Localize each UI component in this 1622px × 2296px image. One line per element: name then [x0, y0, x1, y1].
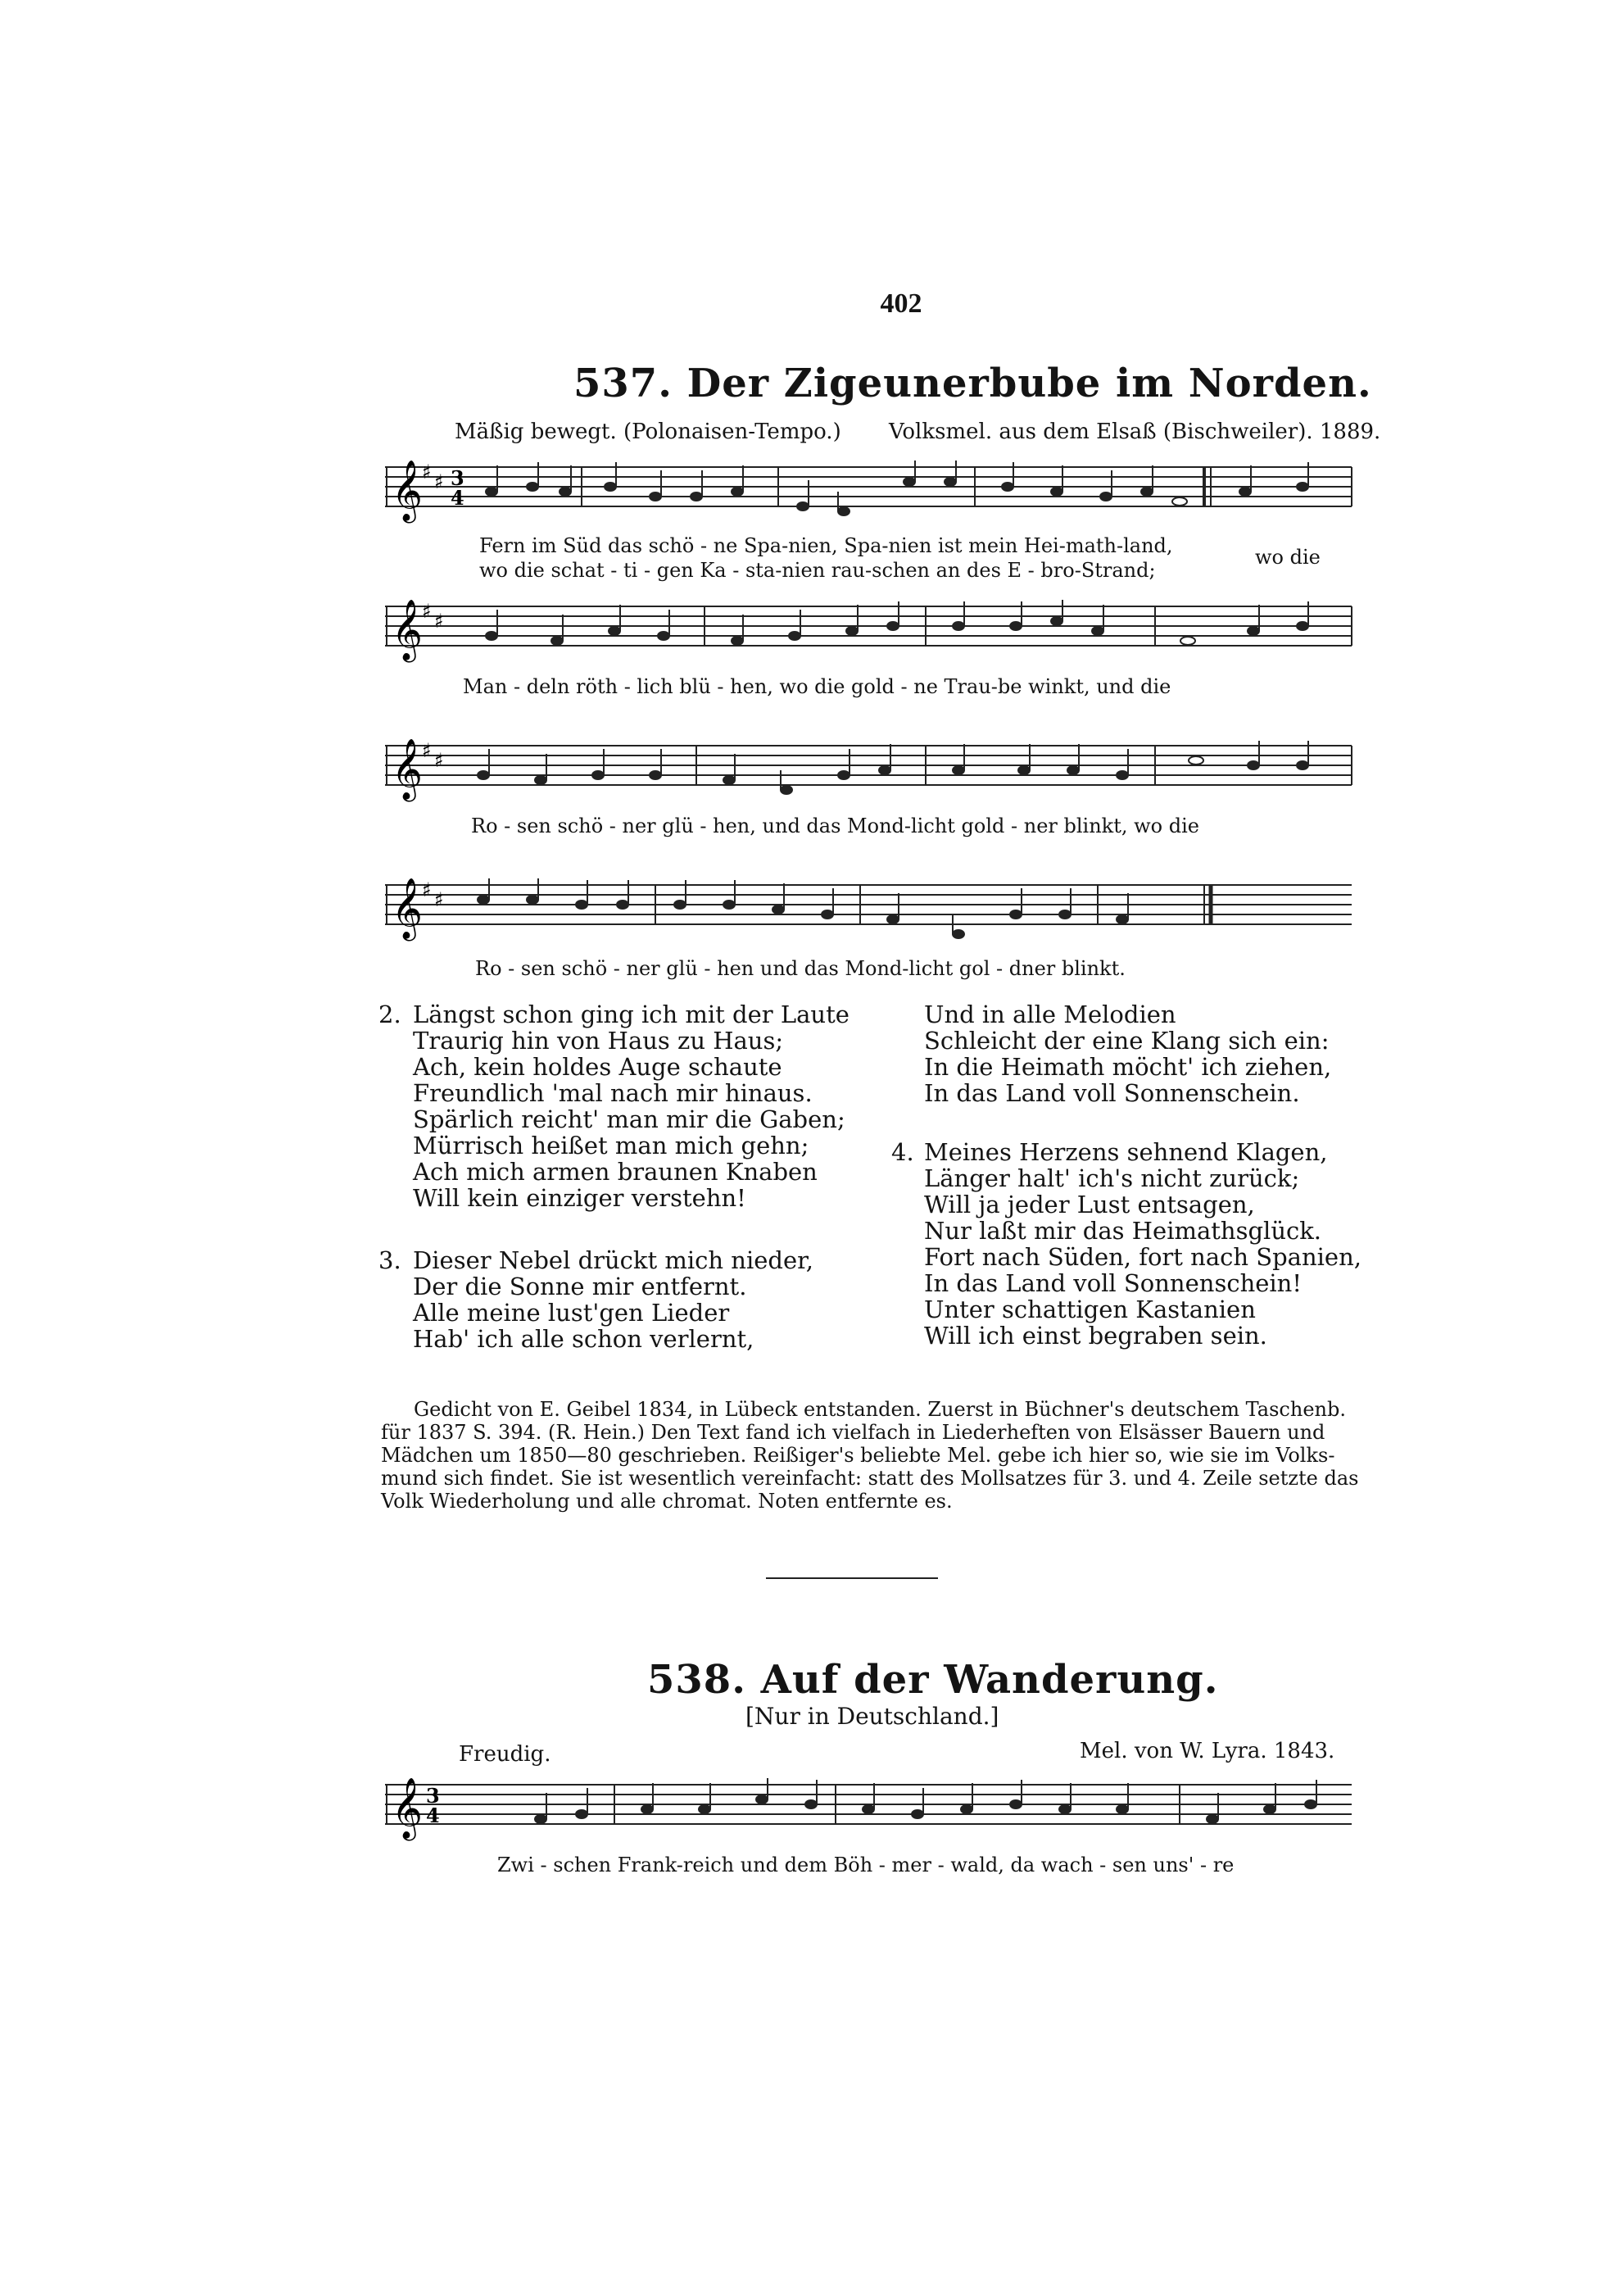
verse-3-continued	[924, 1001, 1331, 1106]
verse-line: Und in alle Melodien	[924, 1001, 1176, 1028]
staff-537-1	[385, 459, 1368, 524]
footnote-line: Mädchen um 1850—80 geschrieben. Reißiger's beliebte Mel. gebe ich hier so, wie sie im Volks-	[381, 1444, 1335, 1467]
footnote-line: Volk Wiederholung und alle chromat. Noten entfernte es.	[381, 1490, 953, 1513]
verse-line: Ach mich armen braunen Knaben	[413, 1158, 818, 1186]
verse-line: Längst schon ging ich mit der Laute	[413, 1001, 850, 1028]
section-divider	[766, 1577, 938, 1579]
verse-line: Mürrisch heißet man mich gehn;	[413, 1132, 809, 1159]
verse-line: Fort nach Süden, fort nach Spanien,	[924, 1243, 1361, 1271]
lyrics-537-line-1b: wo die schat - ti - gen Ka - sta-nien rau-schen an des E - bro-Strand;	[479, 559, 1156, 582]
verse-line: Ach, kein holdes Auge schaute	[413, 1053, 782, 1081]
staff-538-1	[385, 1776, 1368, 1842]
song-538-source: Mel. von W. Lyra. 1843.	[1080, 1739, 1335, 1763]
staff-537-2	[385, 598, 1368, 664]
song-538-tempo: Freudig.	[459, 1742, 551, 1767]
lyrics-537-line-1a: Fern im Süd das schö - ne Spa-nien, Spa-nien ist mein Hei-math-land,	[479, 534, 1173, 557]
treble-clef-icon: 𝄞	[392, 739, 423, 800]
verse-line: Will ja jeder Lust entsagen,	[924, 1191, 1255, 1218]
verse-line: In das Land voll Sonnenschein!	[924, 1269, 1303, 1297]
verse-line: Spärlich reicht' man mir die Gaben;	[413, 1105, 845, 1133]
lyrics-537-line-3: Ro - sen schö - ner glü - hen, und das Mond-licht gold - ner blinkt, wo die	[471, 814, 1199, 837]
verse-line: Länger halt' ich's nicht zurück;	[924, 1164, 1300, 1192]
verse-line: Will kein einziger verstehn!	[413, 1184, 746, 1212]
footnote-line: für 1837 S. 394. (R. Hein.) Den Text fand ich vielfach in Liederheften von Elsässer Bauern und	[381, 1421, 1325, 1444]
verse-line: Will ich einst begraben sein.	[924, 1322, 1267, 1350]
verse-line: In das Land voll Sonnenschein.	[924, 1079, 1300, 1107]
verse-line: Unter schattigen Kastanien	[924, 1295, 1256, 1323]
sharp-icon: ♯	[422, 739, 432, 762]
song-537-footnote	[381, 1398, 1358, 1513]
lyrics-537-line-2: Man - deln röth - lich blü - hen, wo die gold - ne Trau-be winkt, und die	[463, 675, 1171, 698]
verse-4-number: 4.	[891, 1138, 914, 1166]
song-537-tempo: Mäßig bewegt. (Polonaisen-Tempo.)	[455, 420, 841, 444]
sharp-icon: ♯	[422, 878, 432, 901]
lyrics-537-line-4: Ro - sen schö - ner glü - hen und das Mond-licht gol - dner blinkt.	[475, 957, 1126, 980]
time-signature-bottom: 4	[426, 1804, 440, 1827]
treble-clef-icon: 𝄞	[392, 600, 423, 660]
verse-2	[378, 1001, 850, 1211]
verse-line: Der die Sonne mir entfernt.	[413, 1273, 747, 1300]
staff-537-4	[385, 877, 1368, 951]
verse-3	[378, 1247, 813, 1352]
time-signature-top: 3	[426, 1784, 440, 1808]
time-signature-top: 3	[451, 466, 464, 490]
verse-line: Meines Herzens sehnend Klagen,	[924, 1138, 1328, 1166]
treble-clef-icon: 𝄞	[392, 878, 423, 939]
sharp-icon: ♯	[434, 470, 444, 493]
song-537-source: Volksmel. aus dem Elsaß (Bischweiler). 1889.	[889, 420, 1381, 444]
page-number: 402	[880, 288, 922, 319]
lyrics-537-line-1-tail: wo die	[1255, 546, 1321, 569]
verse-line: Alle meine lust'gen Lieder	[413, 1299, 730, 1327]
time-signature-bottom: 4	[451, 486, 464, 510]
verse-line: Hab' ich alle schon verlernt,	[413, 1325, 754, 1353]
verse-line: In die Heimath möcht' ich ziehen,	[924, 1053, 1332, 1081]
verse-line: Dieser Nebel drückt mich nieder,	[413, 1246, 814, 1274]
song-538-subtitle: [Nur in Deutschland.]	[745, 1703, 999, 1730]
song-537-title: 537. Der Zigeunerbube im Norden.	[573, 361, 1372, 406]
lyrics-538-line-1: Zwi - schen Frank-reich und dem Böh - mer - wald, da wach - sen uns' - re	[497, 1854, 1235, 1876]
footnote-line: Gedicht von E. Geibel 1834, in Lübeck entstanden. Zuerst in Büchner's deutschem Taschenb.	[414, 1398, 1346, 1421]
verse-4	[891, 1139, 1361, 1349]
sharp-icon: ♯	[422, 461, 432, 483]
verse-line: Freundlich 'mal nach mir hinaus.	[413, 1079, 813, 1107]
sharp-icon: ♯	[434, 749, 444, 772]
footnote-line: mund sich findet. Sie ist wesentlich vereinfacht: statt des Mollsatzes für 3. und 4. Zeile setzte das	[381, 1467, 1359, 1490]
treble-clef-icon: 𝄞	[392, 1778, 423, 1839]
sharp-icon: ♯	[434, 610, 444, 633]
verse-line: Traurig hin von Haus zu Haus;	[413, 1027, 784, 1055]
verse-line: Nur laßt mir das Heimathsglück.	[924, 1217, 1322, 1245]
treble-clef-icon: 𝄞	[392, 461, 423, 521]
sharp-icon: ♯	[422, 600, 432, 623]
staff-537-3	[385, 737, 1368, 803]
sharp-icon: ♯	[434, 888, 444, 911]
verse-2-number: 2.	[378, 1001, 401, 1028]
verse-line: Schleicht der eine Klang sich ein:	[924, 1027, 1330, 1055]
verse-3-number: 3.	[378, 1246, 401, 1274]
song-538-title: 538. Auf der Wanderung.	[647, 1657, 1219, 1703]
